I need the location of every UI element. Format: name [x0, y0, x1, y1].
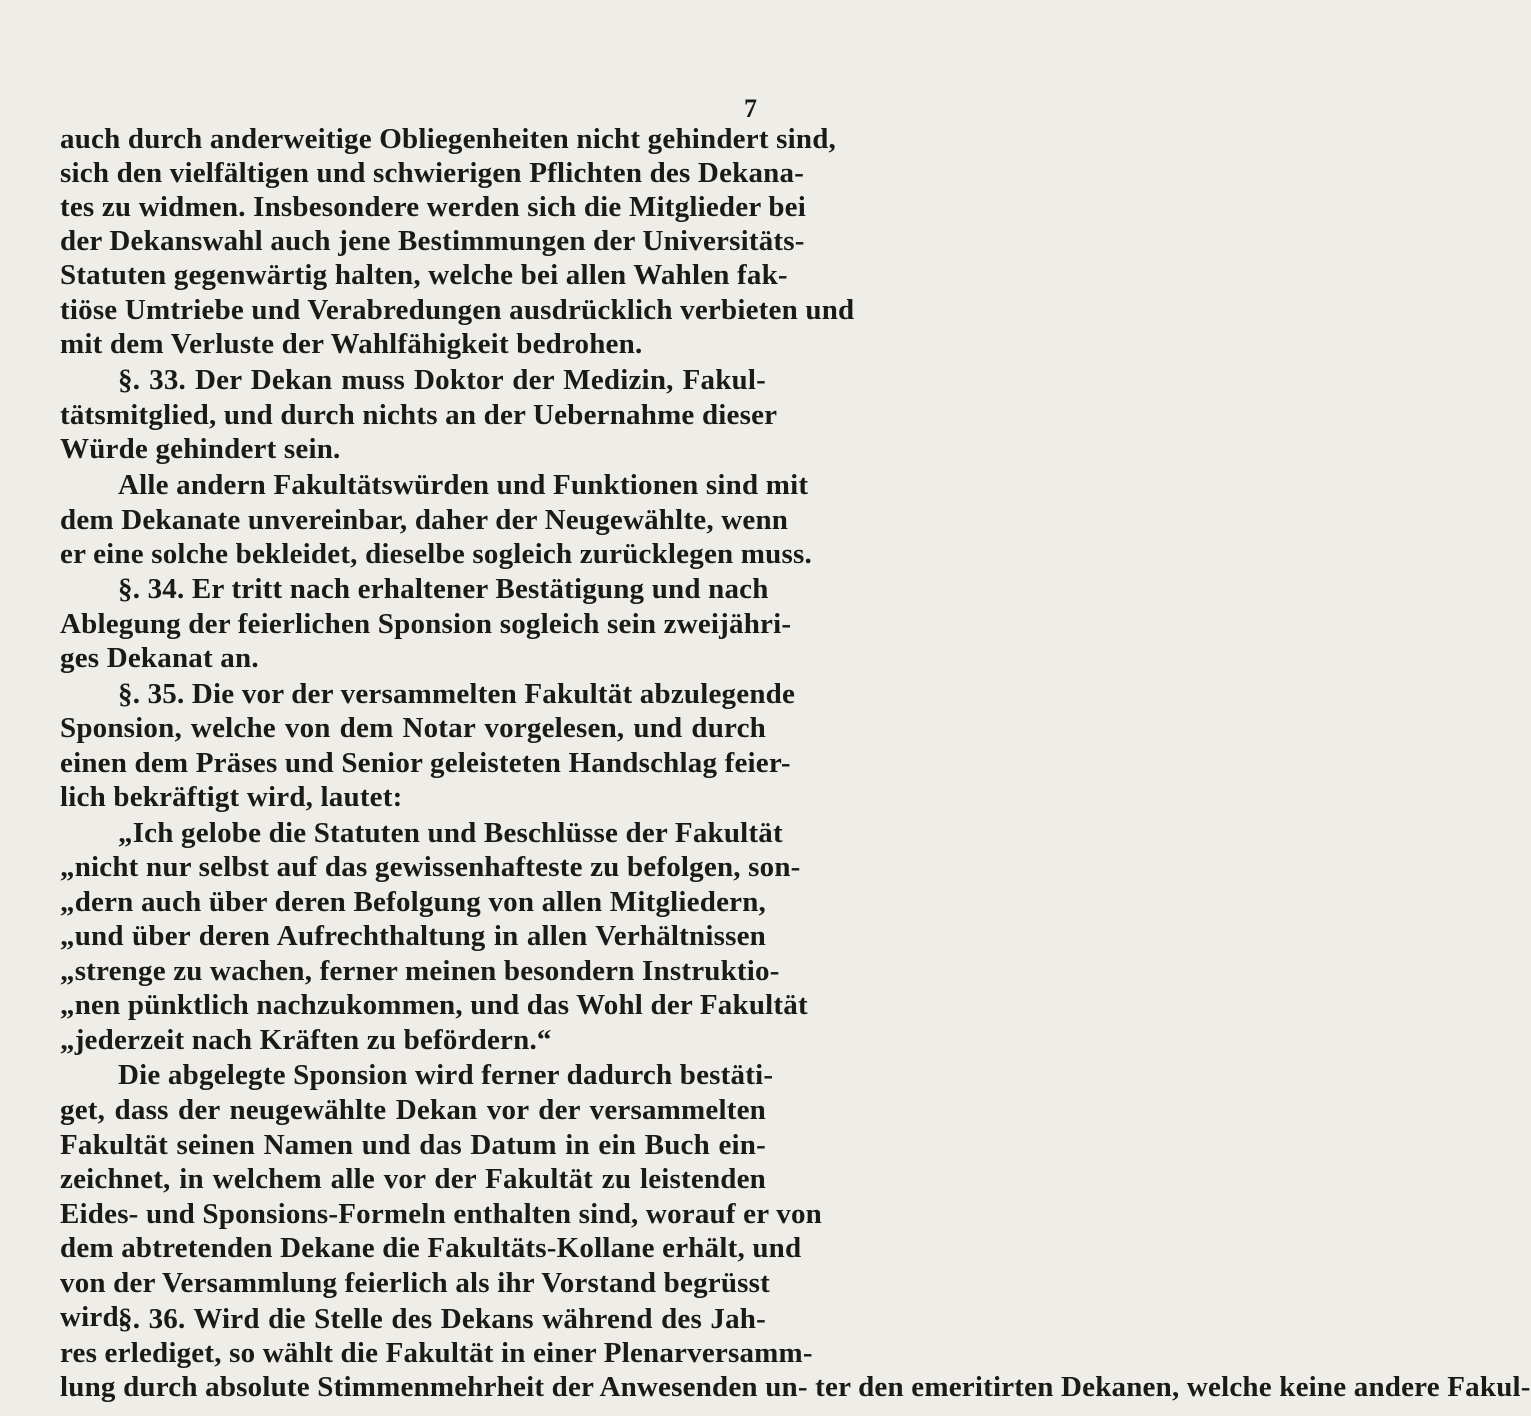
text-line-20: lich bekräftigt wird, lautet:	[60, 781, 403, 813]
text-line-37: res erlediget, so wählt die Fakultät in einer Plenarversamm-	[60, 1337, 813, 1369]
text-line-2: sich den vielfältigen und schwierigen Pflichten des Dekana-	[60, 157, 805, 189]
text-line-33: dem abtretenden Dekane die Fakultäts-Kollane erhält, und	[60, 1232, 802, 1264]
oath-line-1: „Ich gelobe die Statuten und Beschlüsse der Fakultät	[118, 817, 783, 849]
text-line-15: Ablegung der feierlichen Sponsion sogleich sein zweijähri-	[60, 608, 792, 640]
text-line-28: Die abgelegte Sponsion wird ferner dadurch bestäti-	[118, 1059, 774, 1091]
text-line-11: Alle andern Fakultätswürden und Funktionen sind mit	[118, 469, 809, 501]
text-line-5: Statuten gegenwärtig halten, welche bei allen Wahlen fak-	[60, 259, 788, 291]
text-line-35: wird.	[60, 1301, 127, 1333]
text-line-16: ges Dekanat an.	[60, 642, 259, 674]
text-line-9: tätsmitglied, und durch nichts an der Uebernahme dieser	[60, 399, 778, 431]
page-number: 7	[744, 94, 757, 123]
text-line-4: der Dekanswahl auch jene Bestimmungen der Universitäts-	[60, 225, 805, 257]
oath-line-5: „strenge zu wachen, ferner meinen besondern Instruktio-	[60, 955, 780, 987]
text-line-29: get, dass der neugewählte Dekan vor der versammelten	[60, 1094, 766, 1126]
text-line-1: auch durch anderweitige Obliegenheiten nicht gehindert sind,	[60, 123, 836, 155]
text-line-7: mit dem Verluste der Wahlfähigkeit bedrohen.	[60, 328, 643, 360]
section-36-line: §. 36. Wird die Stelle des Dekans während des Jah-	[118, 1303, 766, 1335]
text-line-10: Würde gehindert sein.	[60, 433, 341, 465]
oath-line-7: „jederzeit nach Kräften zu befördern.“	[60, 1024, 552, 1056]
text-line-13: er eine solche bekleidet, dieselbe sogleich zurücklegen muss.	[60, 538, 812, 570]
text-line-31: zeichnet, in welchem alle vor der Fakultät zu leistenden	[60, 1163, 766, 1195]
text-line-32: Eides- und Sponsions-Formeln enthalten sind, worauf er von	[60, 1198, 822, 1230]
text-line-18: Sponsion, welche von dem Notar vorgelesen, und durch	[60, 712, 766, 744]
oath-line-2: „nicht nur selbst auf das gewissenhafteste zu befolgen, son-	[60, 851, 801, 883]
text-line-19: einen dem Präses und Senior geleisteten Handschlag feier-	[60, 747, 791, 779]
section-34-line: §. 34. Er tritt nach erhaltener Bestätigung und nach	[118, 573, 769, 605]
text-line-6: tiöse Umtriebe und Verabredungen ausdrücklich verbieten und	[60, 294, 855, 326]
text-line-30: Fakultät seinen Namen und das Datum in ein Buch ein-	[60, 1129, 766, 1161]
section-35-line: §. 35. Die vor der versammelten Fakultät abzulegende	[118, 678, 796, 710]
text-line-38: lung durch absolute Stimmenmehrheit der Anwesenden un- ter den emeritirten Dekanen, welche keine andere Fakul-	[60, 1371, 1531, 1403]
text-line-12: dem Dekanate unvereinbar, daher der Neugewählte, wenn	[60, 504, 789, 536]
oath-line-4: „und über deren Aufrechthaltung in allen Verhältnissen	[60, 920, 766, 952]
text-line-3: tes zu widmen. Insbesondere werden sich die Mitglieder bei	[60, 191, 806, 223]
oath-line-3: „dern auch über deren Befolgung von allen Mitgliedern,	[60, 886, 766, 918]
section-33-line: §. 33. Der Dekan muss Doktor der Medizin, Fakul-	[118, 364, 766, 396]
text-line-34: von der Versammlung feierlich als ihr Vorstand begrüsst	[60, 1267, 771, 1299]
oath-line-6: „nen pünktlich nachzukommen, und das Wohl der Fakultät	[60, 989, 808, 1021]
